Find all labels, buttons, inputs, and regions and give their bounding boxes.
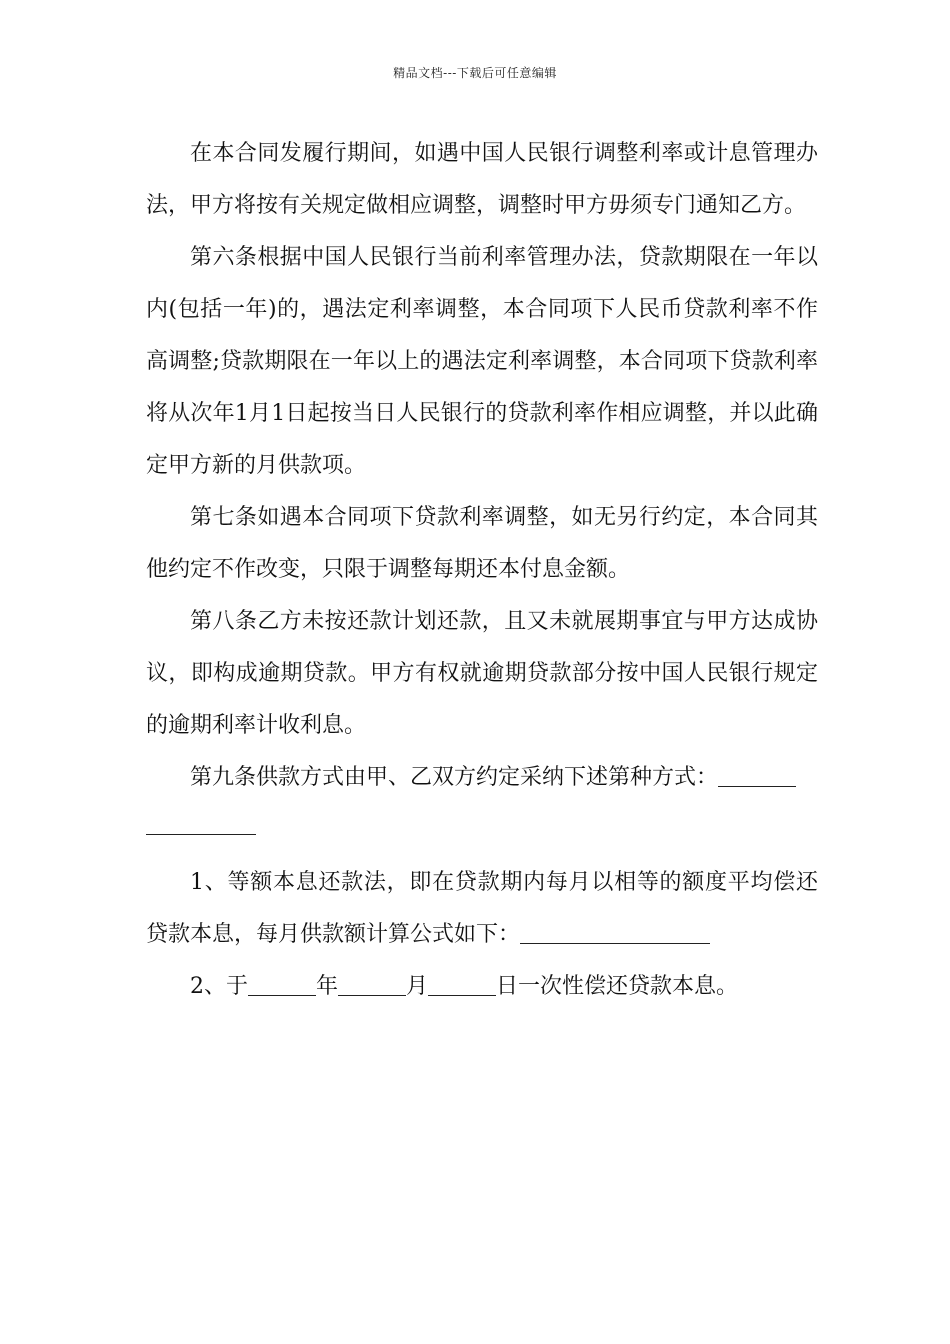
repayment-method-blank-continued[interactable] — [146, 804, 256, 835]
year-blank[interactable] — [248, 973, 316, 996]
month-label: 月 — [406, 974, 429, 999]
formula-blank[interactable] — [520, 921, 710, 944]
paragraph-interest-adjustment: 在本合同发履行期间，如遇中国人民银行调整利率或计息管理办法，甲方将按有关规定做相应调整，调整时甲方毋须专门通知乙方。 — [146, 141, 818, 218]
year-label: 年 — [316, 974, 339, 999]
document-body — [146, 128, 818, 1013]
page-header: 精品文档---下载后可任意编辑 — [393, 66, 557, 80]
paragraph-article-9 — [146, 752, 818, 804]
month-blank[interactable] — [338, 973, 406, 996]
article-9-text: 第九条供款方式由甲、乙双方约定采纳下述第种方式： — [190, 765, 719, 790]
day-blank[interactable] — [428, 973, 496, 996]
option-2-prefix: 2、于 — [190, 974, 248, 999]
paragraph-option-1 — [146, 857, 818, 961]
option-1-text: 1、等额本息还款法，即在贷款期内每月以相等的额度平均偿还贷款本息，每月供款额计算公式如下： — [146, 870, 818, 947]
paragraph-article-6: 第六条根据中国人民银行当前利率管理办法，贷款期限在一年以内(包括一年)的，遇法定利率调整，本合同项下人民币贷款利率不作高调整;贷款期限在一年以上的遇法定利率调整，本合同项下贷款利率将从次年1月1日起按当日人民银行的贷款利率作相应调整，并以此确定甲方新的月供款项。 — [146, 245, 818, 478]
paragraph-option-2 — [146, 961, 818, 1013]
repayment-method-blank[interactable] — [718, 764, 796, 787]
paragraph-article-7: 第七条如遇本合同项下贷款利率调整，如无另行约定，本合同其他约定不作改变，只限于调整每期还本付息金额。 — [146, 505, 818, 582]
paragraph-article-8: 第八条乙方未按还款计划还款，且又未就展期事宜与甲方达成协议，即构成逾期贷款。甲方有权就逾期贷款部分按中国人民银行规定的逾期利率计收利息。 — [146, 609, 818, 738]
option-2-suffix: 日一次性偿还贷款本息。 — [496, 974, 739, 999]
